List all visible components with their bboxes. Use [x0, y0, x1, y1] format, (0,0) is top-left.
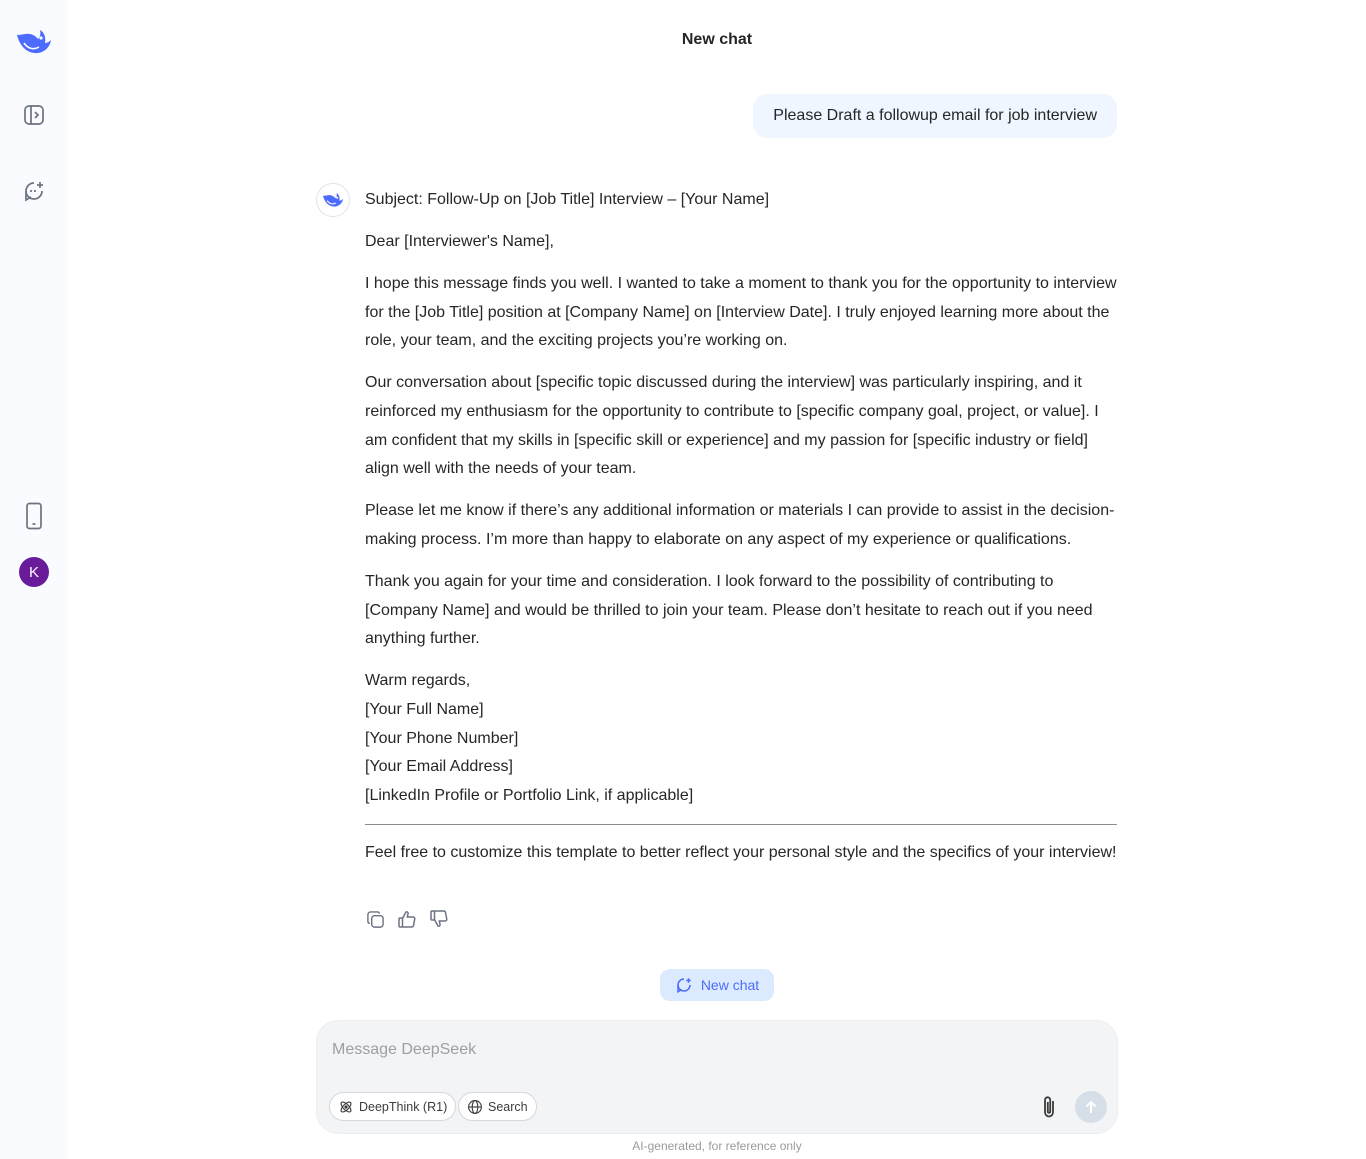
atom-icon: [338, 1099, 354, 1115]
copy-icon[interactable]: [365, 908, 385, 930]
user-avatar[interactable]: [19, 557, 49, 587]
email-paragraph: I hope this message finds you well. I wanted to take a moment to thank you for the opportunity to interview for the [Job Title] position at [Company Name] on [Interview Date]. I truly enjoyed learning more about the role, your team, and the exciting projects you’re working on.: [365, 275, 1117, 350]
disclaimer-text: AI-generated, for reference only: [632, 1139, 802, 1153]
email-paragraph: Please let me know if there’s any additional information or materials I can provide to assist in the decision-making process. I’m more than happy to elaborate on any aspect of my experience or qualifications.: [365, 502, 1115, 548]
email-paragraph: Our conversation about [specific topic discussed during the interview] was particularly inspiring, and it reinforced my enthusiasm for the opportunity to contribute to [specific company goal, project, or value]. I am confident that my skills in [specific skill or experience] and my passion for [specific industry or field] align well with the needs of your team.: [365, 374, 1099, 478]
send-button[interactable]: [1075, 1091, 1107, 1123]
search-toggle[interactable]: [458, 1092, 537, 1121]
deepseek-logo-icon[interactable]: [14, 24, 54, 60]
message-input[interactable]: [332, 1035, 1092, 1065]
thumbs-down-icon[interactable]: [429, 908, 449, 930]
closing-note: Feel free to customize this template to better reflect your personal style and the specifics of your interview!: [365, 844, 1117, 862]
new-chat-pill-icon: [675, 976, 693, 994]
message-actions: [365, 908, 449, 930]
assistant-avatar-icon: [316, 183, 350, 217]
paperclip-icon[interactable]: [1037, 1094, 1061, 1120]
globe-icon: [467, 1099, 483, 1115]
search-label: Search: [488, 1099, 528, 1114]
thumbs-up-icon[interactable]: [397, 908, 417, 930]
arrow-up-icon: [1083, 1099, 1099, 1115]
assistant-message: [365, 186, 1117, 881]
signature-line: [Your Full Name]: [365, 700, 484, 718]
signature-line: Warm regards,: [365, 672, 471, 690]
new-chat-icon[interactable]: [17, 174, 51, 208]
signature-line: [Your Phone Number]: [365, 729, 519, 747]
email-signature: [365, 667, 1117, 810]
divider: [365, 824, 1117, 825]
avatar-initial: K: [28, 563, 39, 581]
sidebar: [0, 0, 68, 1159]
signature-line: [Your Email Address]: [365, 758, 513, 776]
new-chat-label: New chat: [700, 977, 760, 993]
new-chat-button[interactable]: [660, 969, 774, 1001]
email-subject: Subject: Follow-Up on [Job Title] Interview – [Your Name]: [365, 191, 770, 208]
email-greeting: Dear [Interviewer's Name],: [365, 233, 554, 251]
mobile-phone-icon[interactable]: [17, 499, 51, 533]
page-title-text: New chat: [681, 31, 753, 48]
email-paragraph: Thank you again for your time and consideration. I look forward to the possibility of contributing to [Company Name] and would be thrilled to join your team. Please don’t hesitate to reach out if you need anything further.: [365, 573, 1093, 648]
signature-line: [LinkedIn Profile or Portfolio Link, if applicable]: [365, 786, 694, 804]
sidebar-toggle-icon[interactable]: [17, 98, 51, 132]
deepthink-label: DeepThink (R1): [359, 1099, 448, 1114]
user-message-bubble: Please Draft a followup email for job interview: [753, 94, 1117, 138]
deepthink-toggle[interactable]: [329, 1092, 456, 1121]
page-title: [68, 31, 1366, 49]
